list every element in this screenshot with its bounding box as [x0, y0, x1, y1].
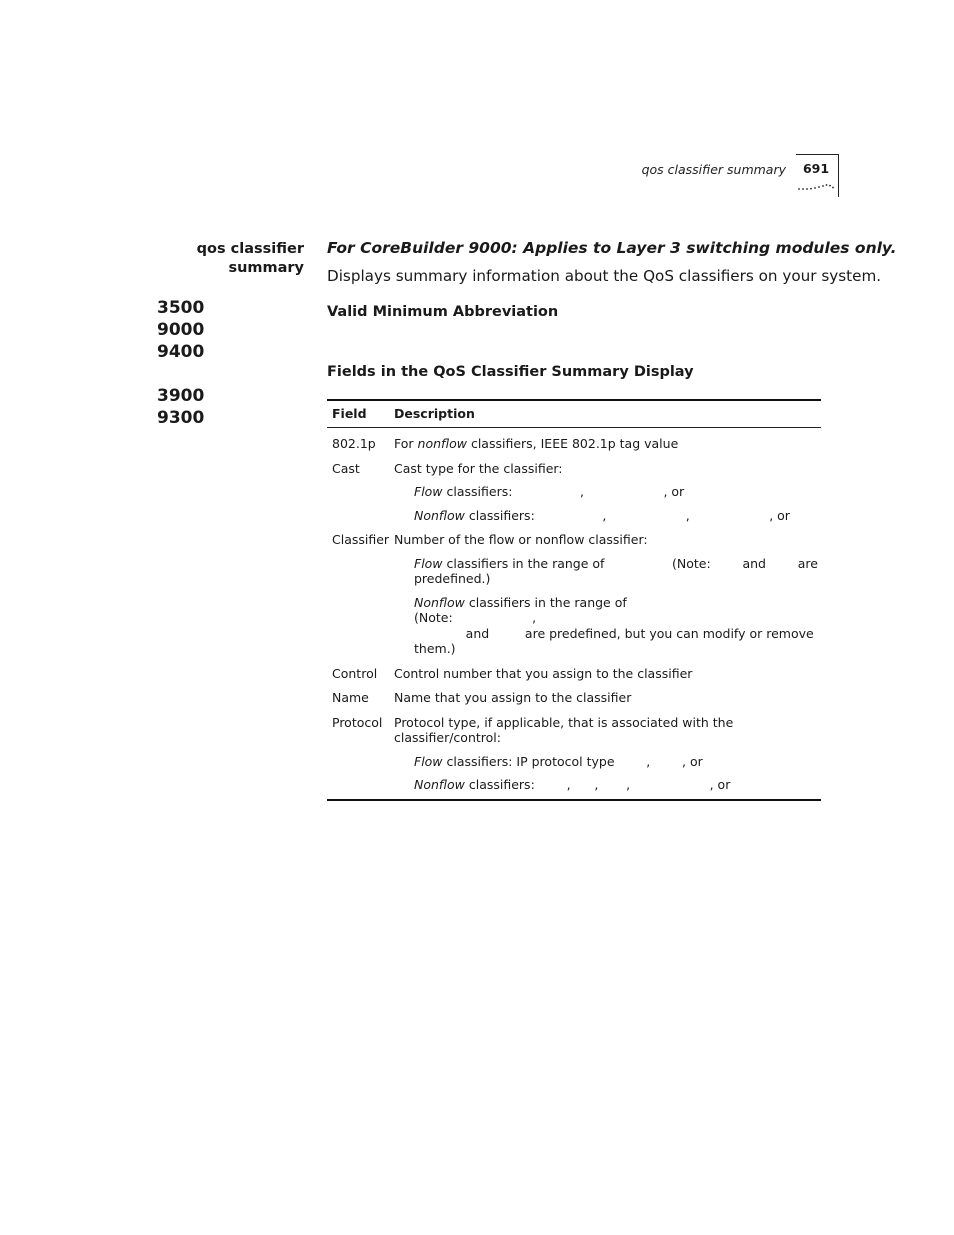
- field-name: Control: [332, 665, 378, 681]
- field-description: Number of the flow or nonflow classifier: Flow classifiers in the range of (Note: and are predefined.) Nonflow classifiers in the range of (Note: , and are predefined, but you can modify or remove them.): [394, 532, 822, 656]
- fields-heading: Fields in the QoS Classifier Summary Display: [327, 364, 694, 380]
- table-row: [327, 689, 821, 714]
- platform-3500: 3500: [157, 298, 205, 318]
- platform-9400: 9400: [157, 342, 205, 362]
- fields-table: [327, 399, 821, 801]
- field-name: Name: [332, 690, 369, 705]
- table-row: [327, 531, 821, 665]
- field-description: Name that you assign to the classifier: [394, 690, 632, 705]
- field-description: Control number that you assign to the classifier: [394, 665, 693, 681]
- command-title-line2: summary: [228, 260, 304, 276]
- command-title-line1: qos classifier: [196, 241, 304, 257]
- page-number: 691: [802, 161, 830, 176]
- field-description: For nonflow classifiers, IEEE 802.1p tag value: [394, 436, 679, 451]
- page-dots-decoration: [797, 177, 837, 193]
- table-row: [327, 714, 821, 795]
- platform-9000: 9000: [157, 320, 205, 340]
- command-title: [150, 240, 304, 278]
- field-description: Cast type for the classifier: Flow classifiers: , , or Nonflow classifiers: , , , or: [394, 460, 790, 523]
- field-name: Cast: [332, 460, 360, 476]
- header-field: Field: [332, 406, 367, 422]
- field-description: Protocol type, if applicable, that is associated with the classifier/control: Flow classifiers: IP protocol type , , or Nonflow classifiers: , , , , or: [394, 714, 734, 792]
- header-description: Description: [394, 406, 475, 422]
- platform-list: [157, 297, 204, 429]
- table-row: [327, 435, 821, 460]
- field-name: 802.1p: [332, 436, 376, 451]
- valid-abbreviation-heading: Valid Minimum Abbreviation: [327, 304, 559, 320]
- field-name: Protocol: [332, 714, 383, 730]
- running-head: qos classifier summary: [641, 162, 786, 177]
- field-name: Classifier: [332, 532, 390, 547]
- platform-3900: 3900: [157, 386, 205, 406]
- intro-text: Displays summary information about the QoS classifiers on your system.: [327, 267, 882, 285]
- table-header: [327, 401, 821, 428]
- applies-note: For CoreBuilder 9000: Applies to Layer 3 switching modules only.: [327, 239, 897, 257]
- table-row: [327, 460, 821, 532]
- table-row: [327, 665, 821, 690]
- platform-9300: 9300: [157, 408, 205, 428]
